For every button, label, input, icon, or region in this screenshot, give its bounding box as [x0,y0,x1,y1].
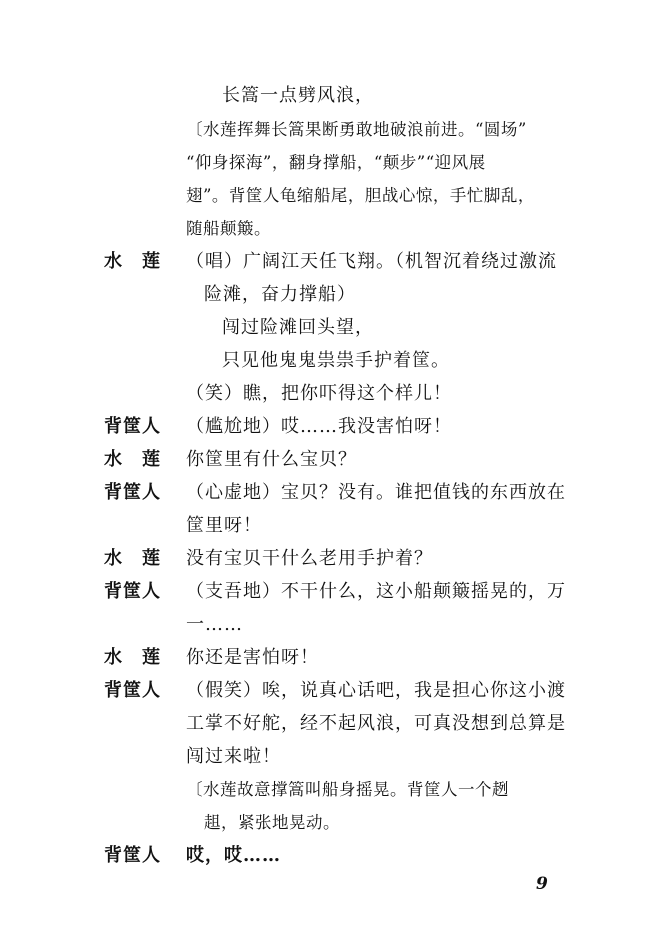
dialogue-line: （唱）广阔江天任飞翔。（机智沉着绕过激流 [186,251,557,272]
verse-line: 闯过险滩回头望， [222,317,374,338]
dialogue-line: 你还是害怕呀！ [186,647,319,668]
speaker-name: 水 莲 [104,449,161,470]
dialogue-line: 闯过来啦！ [186,746,281,767]
stage-direction: 翅”。背筐人龟缩船尾，胆战心惊，手忙脚乱， [186,186,535,205]
dialogue-line: 没有宝贝干什么老用手护着？ [186,548,433,569]
verse-line: 长篙一点劈风浪， [222,85,374,106]
dialogue-line: 险滩，奋力撑船） [204,284,356,305]
stage-direction: 趄，紧张地晃动。 [204,813,340,832]
speaker-name: 背筐人 [104,680,161,701]
speaker-name: 水 莲 [104,548,161,569]
speaker-name: 背筐人 [104,581,161,602]
speaker-name: 水 莲 [104,647,161,668]
dialogue-line: （支吾地）不干什么，这小船颠簸摇晃的，万 [186,581,566,602]
dialogue-line: 筐里呀！ [186,515,262,536]
speaker-name: 水 莲 [104,251,161,272]
dialogue-line: （尴尬地）哎……我没害怕呀！ [186,416,452,437]
speaker-name: 背筐人 [104,845,161,866]
dialogue-line: 哎，哎…… [186,845,281,866]
dialogue-line: （心虚地）宝贝？没有。谁把值钱的东西放在 [186,482,566,503]
stage-direction: 随船颠簸。 [186,219,271,238]
dialogue-line: 你筐里有什么宝贝？ [186,449,357,470]
verse-line: 只见他鬼鬼祟祟手护着筐。 [222,350,450,371]
dialogue-line: （假笑）唉，说真心话吧，我是担心你这小渡 [186,680,566,701]
speaker-name: 背筐人 [104,482,161,503]
stage-direction: 〔水莲挥舞长篙果断勇敢地破浪前进。“圆场” [186,120,527,139]
dialogue-line: 工掌不好舵，经不起风浪，可真没想到总算是 [186,713,566,734]
page-number: 9 [536,874,548,894]
dialogue-line: 一…… [186,614,243,635]
dialogue-line: （笑）瞧，把你吓得这个样儿！ [186,383,452,404]
stage-direction: “仰身探海”，翻身撑船，“颠步”“迎风展 [186,153,486,172]
stage-direction: 〔水莲故意撑篙叫船身摇晃。背筐人一个趔 [186,780,509,799]
speaker-name: 背筐人 [104,416,161,437]
